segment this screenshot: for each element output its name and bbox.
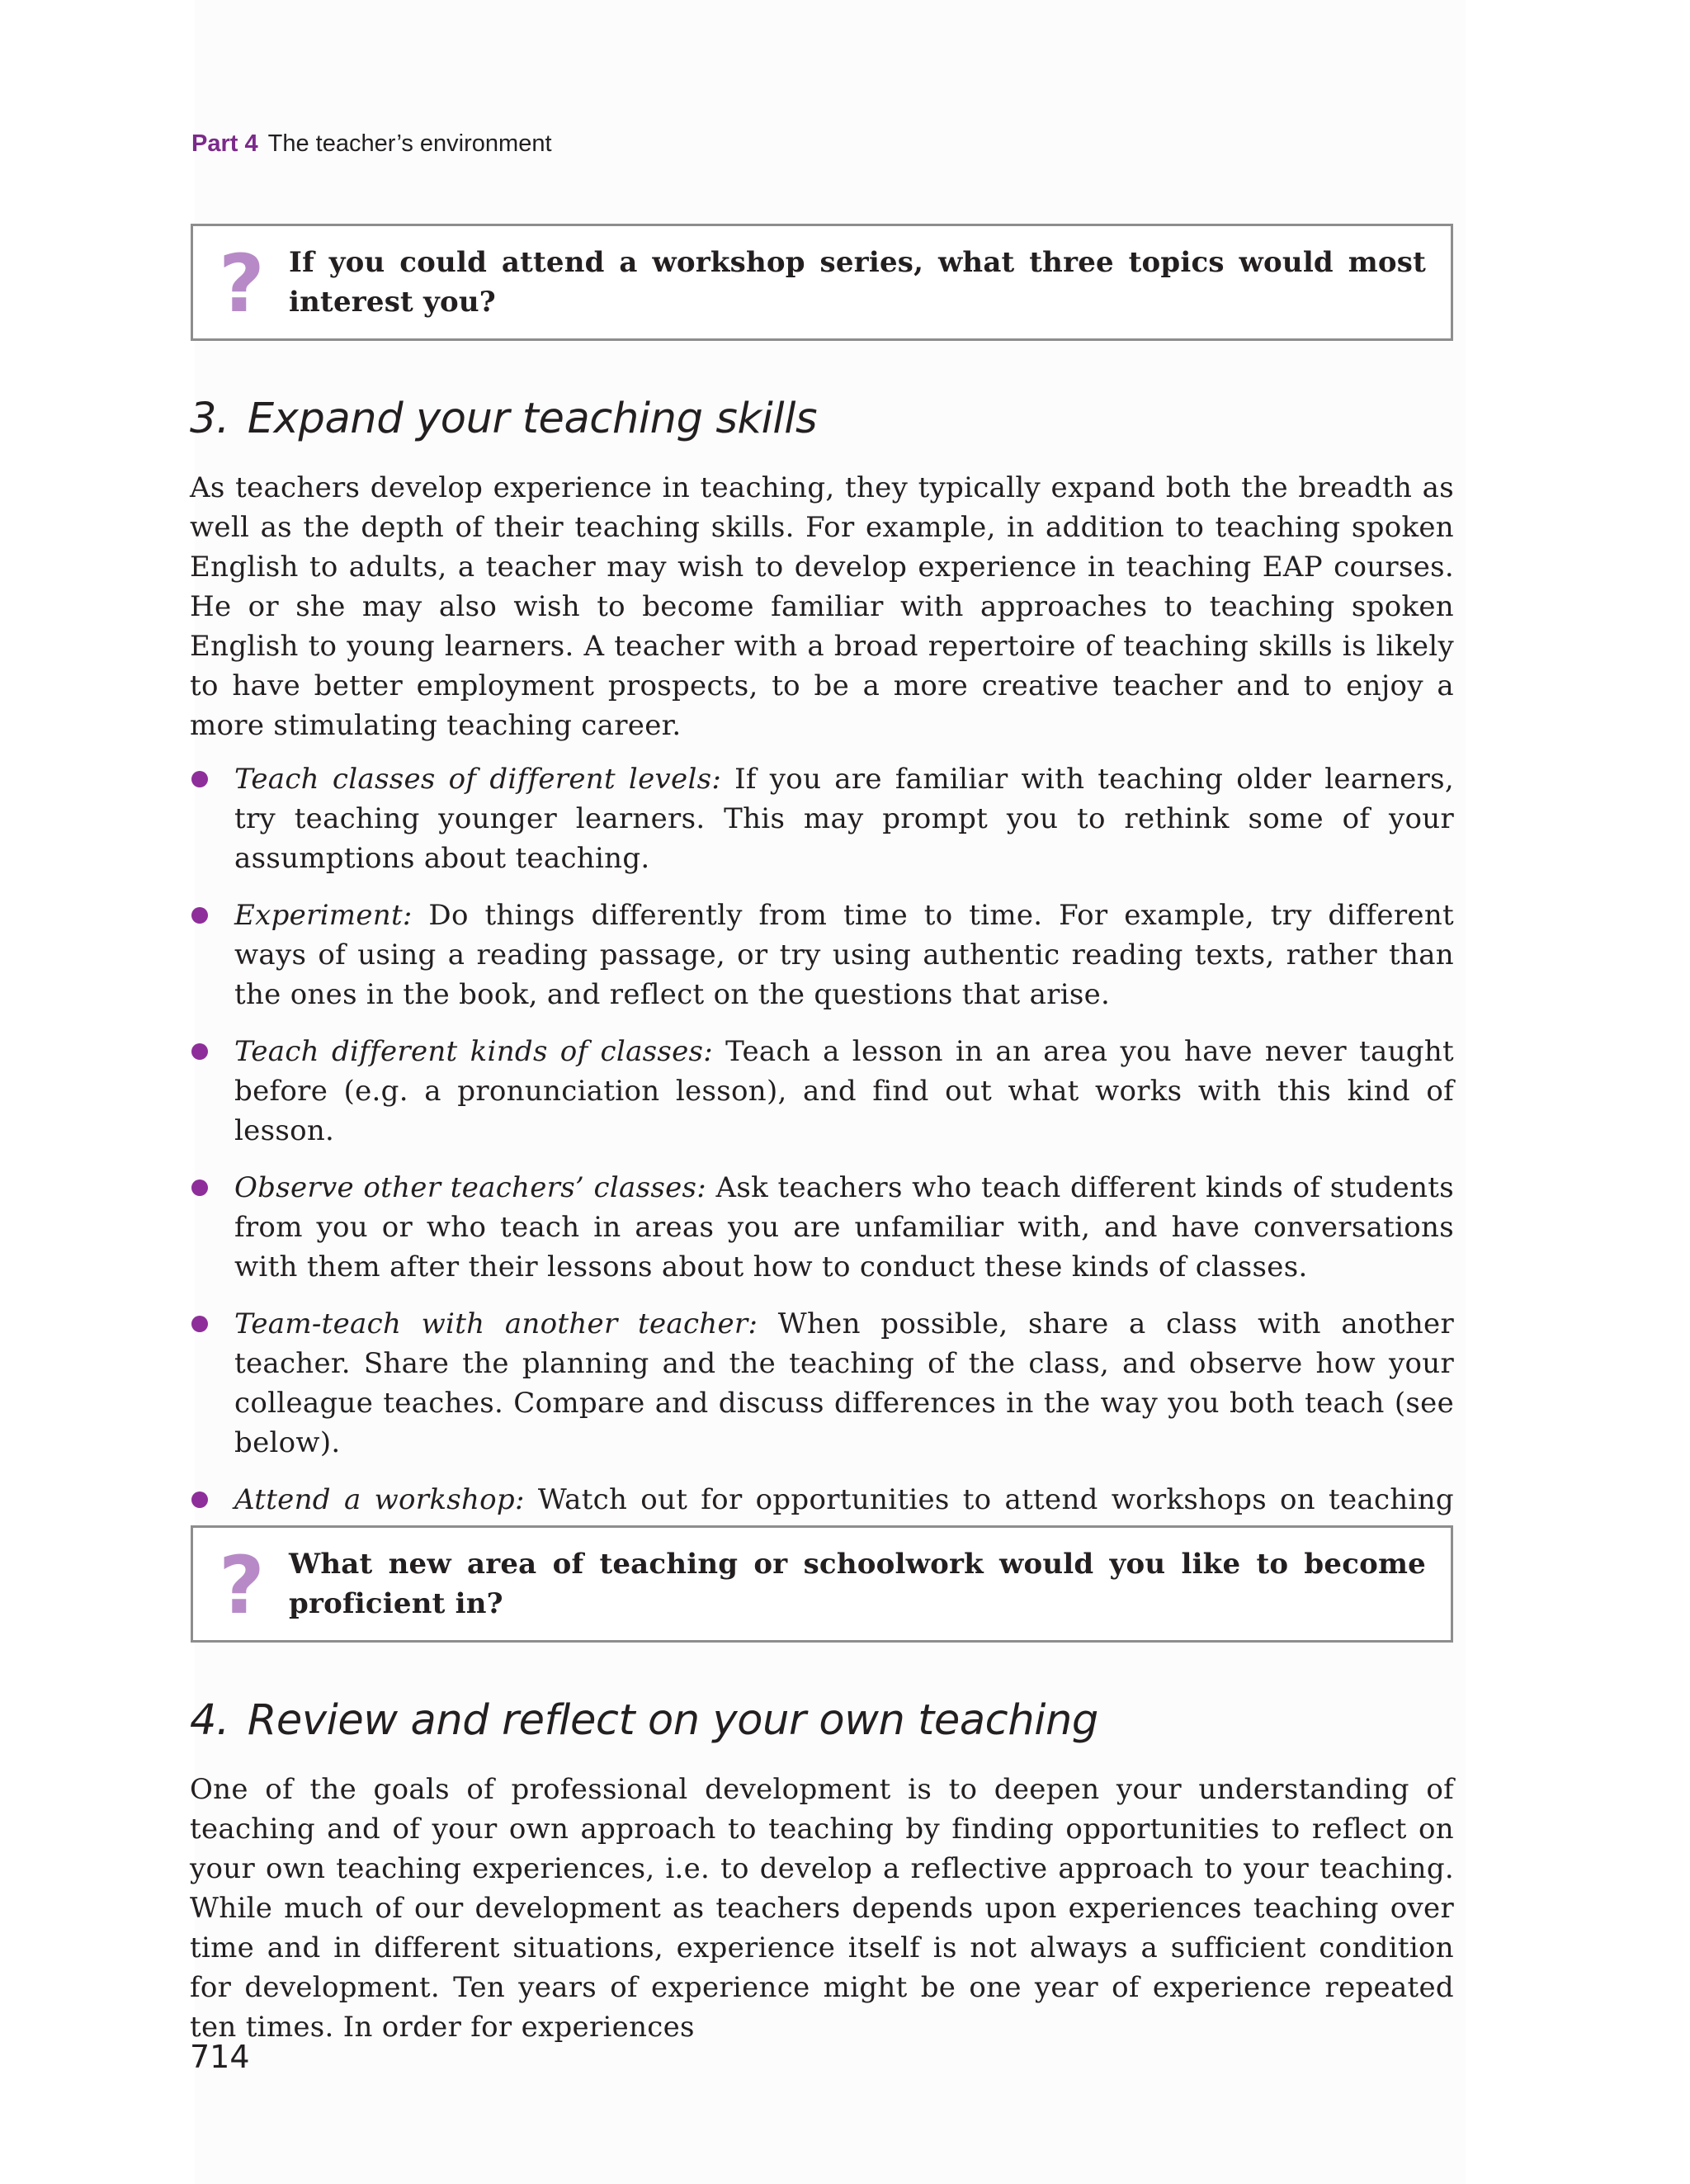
bullet-dot-icon bbox=[191, 1316, 208, 1332]
bullet-text: Teach a lesson in an area you have never taught before (e.g. a pronunciation lesson), and find out what works with this kind of lesson. bbox=[234, 1035, 1454, 1147]
bullet-dot-icon bbox=[191, 1043, 208, 1060]
section-heading-3 bbox=[190, 395, 817, 443]
bullet-text: Ask teachers who teach different kinds of students from you or who teach in areas you are unfamiliar with, and have conversations with them after their lessons about how to conduct these kinds of classes. bbox=[234, 1171, 1454, 1283]
bullet-lead: Attend a workshop: bbox=[234, 1483, 525, 1516]
bullet-text: If you are familiar with teaching older learners, try teaching younger learners. This may prompt you to rethink some of your assumptions about teaching. bbox=[234, 763, 1454, 875]
bullet-dot-icon bbox=[191, 1179, 208, 1196]
part-label: Part 4 bbox=[191, 130, 258, 157]
question-text-2: What new area of teaching or schoolwork would you like to become proficient in? bbox=[289, 1548, 1426, 1620]
question-text-1: If you could attend a workshop series, what three topics would most interest you? bbox=[289, 246, 1426, 319]
section-4-paragraph: One of the goals of professional development is to deepen your understanding of teaching and of your own approach to teaching by finding opportunities to reflect on your own teaching experiences, i.e. to develop a reflective approach to your teaching. While much of our development as teachers depends upon experiences teaching over time and in different situations, experience itself is not always a sufficient condition for development. Ten years of experience might be one year of experience repeated ten times. In order for experiences bbox=[190, 1773, 1454, 2044]
bullet-lead: Team-teach with another teacher: bbox=[234, 1307, 758, 1340]
list-item bbox=[190, 1168, 1454, 1287]
section-3-paragraph: As teachers develop experience in teaching, they typically expand both the breadth as well as the depth of their teaching skills. For example, in addition to teaching spoken English to adults, a teacher may wish to develop experience in teaching EAP courses. He or she may also wish to become familiar with approaches to teaching spoken English to young learners. A teacher with a broad repertoire of teaching skills is likely to have better employment prospects, to be a more creative teacher and to enjoy a more stimulating teaching career. bbox=[190, 471, 1454, 742]
list-item bbox=[190, 1032, 1454, 1151]
bullet-text: Do things differently from time to time. For example, try different ways of using a reading passage, or try using authentic reading texts, rather than the ones in the book, and reflect on the questions that arise. bbox=[234, 899, 1454, 1011]
skills-bullet-list bbox=[190, 759, 1454, 1577]
bullet-text: Watch out for opportunities to attend workshops on teaching bbox=[537, 1483, 1454, 1516]
running-head bbox=[191, 130, 552, 158]
question-box-1 bbox=[191, 224, 1453, 341]
bullet-dot-icon bbox=[191, 771, 208, 787]
section-heading-4 bbox=[190, 1696, 1098, 1745]
bullet-text: When possible, share a class with another teacher. Share the planning and the teaching of the class, and observe how your colleague teaches. Compare and discuss differences in the way you both teach (see below). bbox=[234, 1307, 1454, 1459]
bullet-lead: Teach different kinds of classes: bbox=[234, 1035, 714, 1068]
section-number: 3. bbox=[190, 395, 229, 443]
page-number: 714 bbox=[190, 2039, 250, 2075]
bullet-lead: Observe other teachers’ classes: bbox=[234, 1171, 707, 1204]
bullet-dot-icon bbox=[191, 1491, 208, 1508]
bullet-lead: Teach classes of different levels: bbox=[234, 763, 722, 796]
question-box-2 bbox=[191, 1525, 1453, 1643]
bullet-lead: Experiment: bbox=[234, 899, 413, 932]
question-mark-icon: ? bbox=[219, 1539, 265, 1632]
section-number: 4. bbox=[190, 1696, 229, 1745]
section-title: Review and reflect on your own teaching bbox=[247, 1696, 1098, 1745]
bullet-dot-icon bbox=[191, 907, 208, 924]
list-item bbox=[190, 896, 1454, 1014]
section-title: Expand your teaching skills bbox=[247, 395, 818, 443]
list-item bbox=[190, 759, 1454, 878]
chapter-title: The teacher’s environment bbox=[267, 130, 552, 157]
question-mark-icon: ? bbox=[219, 238, 265, 330]
list-item bbox=[190, 1304, 1454, 1463]
